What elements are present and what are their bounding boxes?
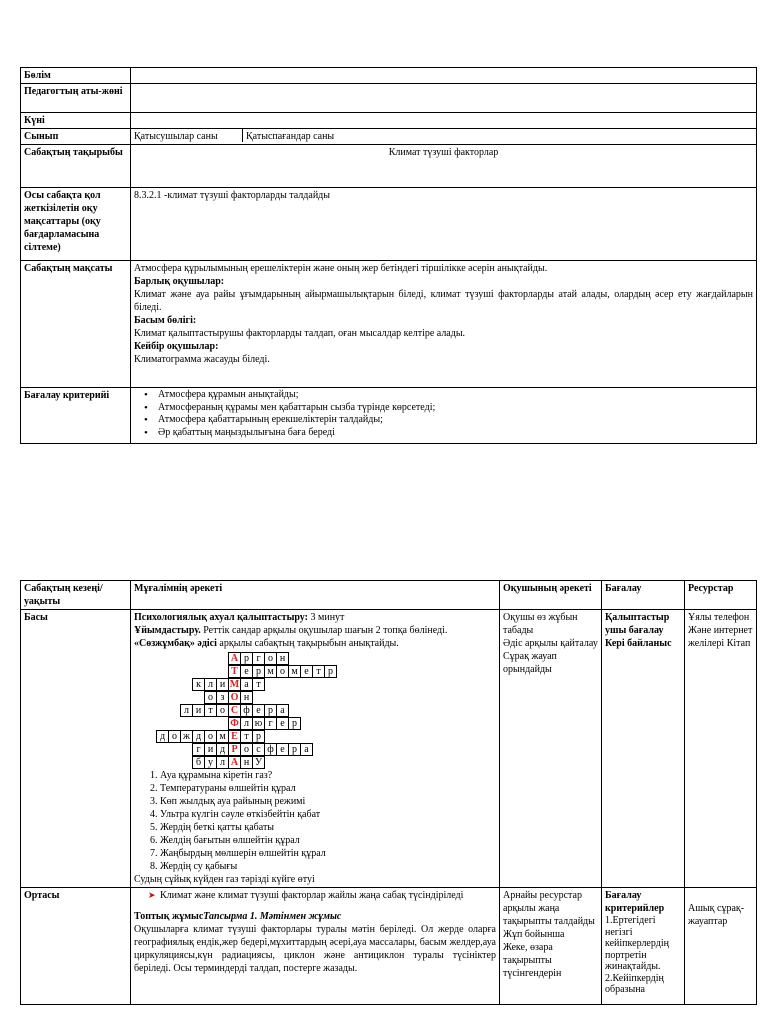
crossword-key-cell: Ф	[228, 717, 241, 730]
crossword-key-cell: Е	[228, 730, 241, 743]
criteria-label: Бағалау критерийі	[21, 388, 131, 444]
crossword-cell: л	[204, 678, 217, 691]
learning-goals-value: 8.3.2.1 -климат түзуші факторларды талдайды	[131, 188, 757, 261]
crossword-cell: р	[288, 743, 301, 756]
crossword-cell: р	[240, 652, 253, 665]
header-stage: Сабақтың кезеңі/ уақыты	[21, 581, 131, 610]
crossword-cell: о	[216, 704, 229, 717]
crossword-cell: р	[288, 717, 301, 730]
crossword-cell: р	[252, 665, 265, 678]
most-students-heading: Басым бөлігі:	[134, 315, 197, 326]
middle-assessment-text: 1.Ертегідегі негізгі кейіпкерлердің портретін жинақтайды. 2.Кейіпкердің образына	[605, 915, 669, 995]
learning-goals-label: Осы сабақта қол жеткізілетін оқу мақсаттары (оқу бағдарламасына сілтеме)	[21, 188, 131, 261]
class-label: Сынып	[21, 129, 131, 145]
crossword-key-cell: Т	[228, 665, 241, 678]
crossword-cell: а	[300, 743, 313, 756]
question-item: 6. Желдің бағытын өлшейтін құрал	[150, 835, 300, 846]
crossword-cell: р	[324, 665, 337, 678]
most-students-text: Климат қалыптастырушы факторларды талдап, оған мысалдар келтіре алады.	[134, 328, 466, 339]
header-assessment: Бағалау	[602, 581, 685, 610]
crossword-cell: а	[276, 704, 289, 717]
teacher-name-label: Педагогтың аты-жөні	[21, 84, 131, 113]
crossword-cell: л	[180, 704, 193, 717]
lesson-topic-value: Климат түзуші факторлар	[131, 145, 757, 188]
question-item: 2. Температураны өлшейтін құрал	[150, 783, 296, 794]
crossword-cell: о	[276, 665, 289, 678]
start-student-action: Оқушы өз жұбын табады Әдіс арқылы қайталау Сұрақ жауап орындайды	[500, 610, 602, 888]
teacher-name-value	[131, 84, 757, 113]
crossword-questions	[150, 769, 496, 873]
crossword-cell: к	[192, 678, 205, 691]
task-text: Оқушыларға климат түзуші факторлары туралы мәтін беріледі. Ол жерде оларға географиялық ендік,жер бедері,мұхиттардың әсері,ауа массалары, басым желдер,ауа циркуляциясы,күн радиациясы, циклон және антициклон туралы түсініктер беріледі. Осы терминдерді талдап, постерге жазады.	[134, 924, 496, 974]
task-title: Тапсырма 1. Мәтінмен жұмыс	[203, 911, 342, 922]
middle-resources: Ашық сұрақ-жауаптар	[685, 888, 757, 1005]
crossword-cell: м	[264, 665, 277, 678]
crossword-cell: о	[204, 730, 217, 743]
crossword-cell: и	[192, 704, 205, 717]
lesson-topic-label: Сабақтың тақырыбы	[21, 145, 131, 188]
crossword-cell: у	[204, 756, 217, 769]
crossword-cell: н	[240, 691, 253, 704]
middle-teacher-action	[131, 888, 500, 1005]
date-value	[131, 113, 757, 129]
all-students-text: Климат және ауа райы ұғымдарының айырмашылықтарын біледі, климат түзуші факторларды атай алады, олардың әсер ету жағдайларын біледі.	[134, 289, 753, 313]
crossword-cell: е	[252, 704, 265, 717]
middle-assessment	[602, 888, 685, 1005]
crossword-cell: г	[252, 652, 265, 665]
lesson-objective-value	[131, 261, 757, 388]
crossword-cell: м	[216, 730, 229, 743]
crossword-cell: о	[168, 730, 181, 743]
header-teacher-action: Мұғалімнің әрекеті	[131, 581, 500, 610]
crossword-row	[229, 717, 301, 730]
present-count-label: Қатысушылар саны	[131, 129, 243, 142]
all-students-heading: Барлық оқушылар:	[134, 276, 225, 287]
crossword-cell: ж	[180, 730, 193, 743]
section-label: Бөлім	[21, 68, 131, 84]
crossword-cell: н	[276, 652, 289, 665]
crossword-cell: и	[216, 678, 229, 691]
header-resources: Ресурстар	[685, 581, 757, 610]
crossword-cell: ф	[240, 704, 253, 717]
crossword-cell: г	[264, 717, 277, 730]
arrow-bullet-icon: ➤	[148, 890, 156, 900]
psych-heading: Психологиялық ахуал қалыптастыру:	[134, 612, 309, 623]
crossword-cell: и	[204, 743, 217, 756]
criteria-item: • Атмосфераның құрамы мен қабаттарын сызба түрінде көрсетеді;	[144, 402, 753, 415]
crossword-key-cell: Р	[228, 743, 241, 756]
crossword-cell: л	[216, 756, 229, 769]
start-teacher-action	[131, 610, 500, 888]
crossword-cell: р	[264, 704, 277, 717]
crossword-cell: ю	[252, 717, 265, 730]
crossword-cell: т	[204, 704, 217, 717]
criteria-item: • Әр қабаттың маңыздылығына баға береді	[144, 427, 753, 440]
crossword-key-cell: А	[228, 756, 241, 769]
section-value	[131, 68, 757, 84]
some-students-text: Климатограмма жасауды біледі.	[134, 354, 270, 365]
crossword-row	[193, 678, 265, 691]
criteria-list	[144, 389, 753, 439]
crossword-row	[205, 691, 253, 704]
crossword-grid	[134, 652, 496, 769]
crossword-cell: б	[192, 756, 205, 769]
crossword-cell: д	[156, 730, 169, 743]
crossword-cell: м	[288, 665, 301, 678]
crossword-cell: о	[204, 691, 217, 704]
crossword-cell: т	[240, 730, 253, 743]
crossword-cell: з	[216, 691, 229, 704]
crossword-key-cell: М	[229, 679, 240, 690]
crossword-row	[229, 665, 337, 678]
crossword-row	[193, 743, 313, 756]
group-work-heading: Топтық жұмыс	[134, 911, 204, 922]
objective-intro: Атмосфера құрылымының ерешеліктерін және оның жер бетіндегі тіршілікке әсерін анықтайды.	[134, 263, 548, 274]
question-item: 4. Ультра күлгін сәуле өткізбейтін қабат	[150, 809, 321, 820]
crossword-cell: г	[192, 743, 205, 756]
question-item: 7. Жаңбырдың мөлшерін өлшейтін құрал	[150, 848, 326, 859]
middle-assessment-heading: Бағалау критерийлер	[605, 890, 665, 914]
stage-middle: Ортасы	[21, 888, 131, 1005]
crossword-cell: н	[240, 756, 253, 769]
question-item: 1. Ауа құрамына кіретін газ?	[150, 770, 273, 781]
crossword-cell: а	[240, 678, 253, 691]
crossword-cell: р	[252, 730, 265, 743]
crossword-cell: е	[240, 665, 253, 678]
crossword-cell: е	[276, 743, 289, 756]
psych-text: 3 минут	[308, 612, 345, 623]
crossword-cell: е	[276, 717, 289, 730]
stage-start: Басы	[21, 610, 131, 888]
question-item: 5. Жердің беткі қатты қабаты	[150, 822, 275, 833]
criteria-item: • Атмосфера құрамын анықтайды;	[144, 389, 753, 402]
criteria-item: • Атмосфера қабаттарының ерекшеліктерін талдайды;	[144, 414, 753, 427]
crossword-cell: т	[312, 665, 325, 678]
method-heading: «Сөзжұмбақ» әдісі	[134, 638, 217, 649]
middle-bullet-text: Климат және климат түзуші факторлар жайлы жаңа сабақ түсіндіріледі	[160, 890, 464, 901]
crossword-cell: е	[300, 665, 313, 678]
header-student-action: Оқушының әрекеті	[500, 581, 602, 610]
date-label: Күні	[21, 113, 131, 129]
criteria-value	[131, 388, 757, 444]
org-heading: Ұйымдастыру.	[134, 625, 201, 636]
crossword-cell: о	[264, 652, 277, 665]
crossword-row	[193, 756, 265, 769]
crossword-row	[229, 652, 289, 665]
some-students-heading: Кейбір оқушылар:	[134, 341, 219, 352]
crossword-key-cell: А	[228, 652, 241, 665]
crossword-row	[181, 704, 289, 717]
crossword-key-cell: С	[228, 704, 241, 717]
lesson-info-table	[20, 67, 757, 444]
method-text: арқылы сабақтың тақырыбын анықтайды.	[216, 638, 399, 649]
last-question: Судың сұйық күйден газ тәрізді күйге өтуі	[134, 874, 315, 885]
org-text: Реттік сандар арқылы оқушылар шағын 2 топқа бөлінеді.	[200, 625, 448, 636]
crossword-cell: У	[252, 756, 265, 769]
lesson-plan-table	[20, 580, 757, 1005]
crossword-cell: ф	[264, 743, 277, 756]
crossword-cell: л	[240, 717, 253, 730]
crossword-cell: с	[252, 743, 265, 756]
middle-student-action: Арнайы ресурстар арқылы жаңа тақырыпты талдайды Жұп бойынша Жеке, өзара тақырыпты түсінгендерін	[500, 888, 602, 1005]
absent-count-label: Қатыспағандар саны	[246, 131, 335, 142]
start-assessment: Қалыптастыр ушы бағалау Кері байланыс	[602, 610, 685, 888]
crossword-cell: д	[216, 743, 229, 756]
crossword-cell: д	[192, 730, 205, 743]
class-attendance	[131, 129, 757, 145]
question-item: 8. Жердің су қабығы	[150, 861, 238, 872]
crossword-row	[157, 730, 265, 743]
lesson-objective-label: Сабақтың мақсаты	[21, 261, 131, 388]
crossword-cell: т	[252, 678, 265, 691]
start-resources: Ұялы телефон Және интернет желілері Кітап	[685, 610, 757, 888]
question-item: 3. Көп жылдық ауа райының режимі	[150, 796, 306, 807]
crossword-key-cell: О	[228, 691, 241, 704]
crossword-cell: о	[240, 743, 253, 756]
